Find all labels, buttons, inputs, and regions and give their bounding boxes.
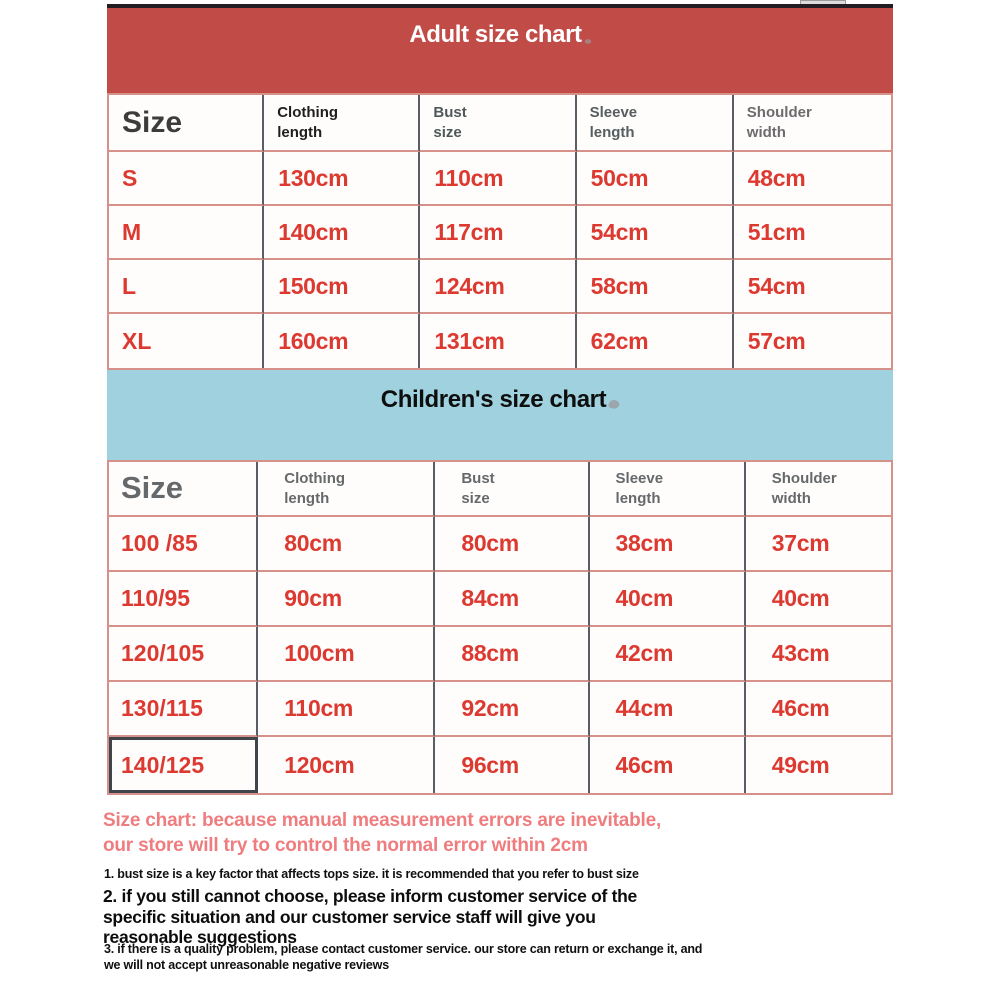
header-line: length: [277, 123, 323, 141]
adult-chart-title: Adult size chart: [409, 21, 582, 48]
header-line: Shoulder: [771, 470, 837, 487]
cell-value: 51cm: [747, 218, 806, 245]
cell-value: 37cm: [771, 530, 830, 556]
header-line: Sleeve: [589, 104, 638, 121]
header-line: size: [433, 123, 462, 141]
header-line: Clothing: [277, 104, 339, 121]
value-cell: [590, 572, 746, 627]
size-value: S: [122, 164, 138, 191]
cell-value: 130cm: [278, 164, 349, 191]
cell-value: 42cm: [615, 640, 674, 666]
cell-value: 96cm: [461, 751, 519, 778]
col-header-sleeve-length: [577, 95, 734, 152]
col-header-size: [109, 462, 258, 517]
value-cell: [590, 737, 746, 793]
note-customer-service: [103, 886, 637, 948]
value-cell: [435, 517, 589, 572]
size-cell: [109, 682, 258, 737]
size-cell-selected: [109, 737, 258, 793]
cell-value: 40cm: [771, 585, 830, 611]
value-cell: [258, 737, 435, 793]
header-line: length: [589, 123, 635, 141]
header-line: size: [461, 489, 490, 507]
col-header-clothing-length: [264, 95, 420, 152]
cell-value: 50cm: [590, 164, 649, 191]
value-cell: [258, 517, 435, 572]
note-customer-service-line3: reasonable suggestions: [103, 927, 297, 947]
size-cell: [109, 260, 264, 314]
cell-value: 140cm: [278, 218, 349, 245]
size-value: 100 /85: [121, 530, 198, 556]
cell-value: 48cm: [747, 164, 806, 191]
size-cell: [109, 572, 258, 627]
cell-value: 160cm: [278, 327, 349, 354]
col-header-clothing-length: [258, 462, 435, 517]
measurement-error-note: [103, 808, 661, 858]
header-line: Bust: [433, 104, 467, 121]
value-cell: [746, 737, 891, 793]
header-line: Sleeve: [615, 470, 664, 487]
cell-value: 57cm: [747, 327, 806, 354]
value-cell: [734, 206, 891, 260]
cell-value: 88cm: [461, 640, 519, 666]
value-cell: [577, 260, 734, 314]
note-quality-problem: 3. if there is a quality problem, please contact customer service. our store can return or exchange it, and we will not accept unreasonable negative reviews: [104, 942, 703, 972]
value-cell: [746, 627, 891, 682]
cell-value: 100cm: [284, 640, 355, 666]
adult-chart-banner: [107, 8, 893, 93]
size-cell: [109, 517, 258, 572]
adult-size-table: [107, 93, 893, 370]
value-cell: [258, 682, 435, 737]
col-header-shoulder-width: [746, 462, 891, 517]
size-cell: [109, 627, 258, 682]
cell-value: 43cm: [771, 640, 830, 666]
size-chart-sheet: [107, 0, 893, 795]
children-size-table: [107, 460, 893, 795]
value-cell: [590, 627, 746, 682]
cell-value: 92cm: [461, 695, 519, 721]
cell-value: 46cm: [771, 695, 830, 721]
value-cell: [746, 517, 891, 572]
cell-value: 80cm: [461, 530, 519, 556]
cell-value: 40cm: [615, 585, 674, 611]
header-line: Shoulder: [746, 104, 812, 121]
value-cell: [264, 314, 420, 368]
note-customer-service-line1: 2. if you still cannot choose, please inform customer service of the: [103, 886, 637, 906]
value-cell: [746, 682, 891, 737]
cell-value: 117cm: [434, 218, 504, 245]
col-header-bust-size: [435, 462, 589, 517]
measurement-error-note-line2: our store will try to control the normal error within 2cm: [103, 835, 588, 856]
col-header-bust-size: [420, 95, 576, 152]
cell-value: 46cm: [615, 751, 674, 778]
cell-value: 38cm: [615, 530, 674, 556]
value-cell: [435, 572, 589, 627]
cursor-artifact-icon: [584, 38, 592, 45]
cell-value: 110cm: [284, 695, 354, 721]
header-line: Bust: [461, 470, 495, 487]
cell-value: 131cm: [434, 327, 505, 354]
value-cell: [734, 314, 891, 368]
value-cell: [435, 737, 589, 793]
size-value: XL: [122, 327, 152, 354]
col-header-size: [109, 95, 264, 152]
value-cell: [435, 682, 589, 737]
header-line: width: [771, 489, 811, 507]
col-header-size-label: Size: [122, 106, 183, 139]
children-chart-title: Children's size chart: [380, 386, 607, 413]
cell-value: 110cm: [434, 164, 504, 191]
value-cell: [420, 260, 576, 314]
size-value: 140/125: [121, 751, 205, 778]
value-cell: [590, 517, 746, 572]
value-cell: [577, 152, 734, 206]
cell-value: 62cm: [590, 327, 649, 354]
value-cell: [420, 152, 576, 206]
cell-value: 80cm: [284, 530, 342, 556]
cell-value: 49cm: [771, 751, 830, 778]
cell-value: 90cm: [284, 585, 342, 611]
value-cell: [264, 206, 420, 260]
value-cell: [264, 260, 420, 314]
value-cell: [258, 627, 435, 682]
size-cell: [109, 206, 264, 260]
header-line: Clothing: [284, 470, 346, 487]
size-value: 110/95: [121, 585, 191, 611]
size-value: M: [122, 218, 142, 245]
value-cell: [258, 572, 435, 627]
col-header-size-label: Size: [121, 470, 184, 506]
value-cell: [590, 682, 746, 737]
cell-value: 44cm: [615, 695, 674, 721]
cell-value: 84cm: [461, 585, 519, 611]
col-header-sleeve-length: [590, 462, 746, 517]
col-header-shoulder-width: [734, 95, 891, 152]
value-cell: [734, 152, 891, 206]
size-cell: [109, 314, 264, 368]
header-line: length: [284, 489, 330, 507]
value-cell: [577, 314, 734, 368]
value-cell: [420, 206, 576, 260]
size-value: L: [122, 272, 137, 299]
value-cell: [435, 627, 589, 682]
value-cell: [577, 206, 734, 260]
size-cell: [109, 152, 264, 206]
header-line: length: [615, 489, 661, 507]
size-value: 120/105: [121, 640, 205, 666]
cell-value: 58cm: [590, 272, 649, 299]
note-customer-service-line2: specific situation and our customer service staff will give you: [103, 906, 596, 927]
cell-value: 54cm: [747, 272, 806, 299]
value-cell: [734, 260, 891, 314]
cell-value: 150cm: [278, 272, 349, 299]
size-value: 130/115: [121, 695, 203, 721]
note-bust-size: 1. bust size is a key factor that affects tops size. it is recommended that you refer to bust size: [104, 867, 639, 881]
children-chart-banner: [107, 370, 893, 460]
value-cell: [746, 572, 891, 627]
cell-value: 54cm: [590, 218, 649, 245]
measurement-error-note-line1: Size chart: because manual measurement errors are inevitable,: [103, 810, 662, 831]
cell-value: 124cm: [434, 272, 505, 299]
header-line: width: [746, 123, 786, 141]
value-cell: [264, 152, 420, 206]
cursor-artifact-icon: [608, 398, 621, 410]
value-cell: [420, 314, 576, 368]
cell-value: 120cm: [284, 751, 355, 778]
